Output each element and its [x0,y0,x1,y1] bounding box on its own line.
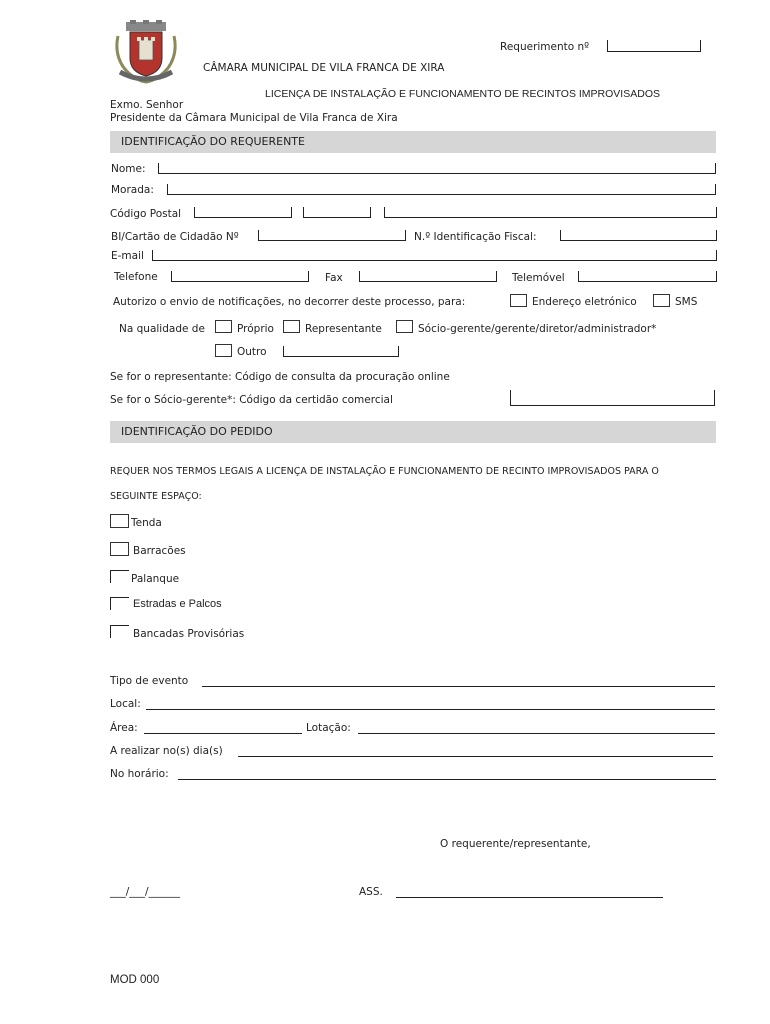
schedule-field[interactable] [178,779,716,780]
option-palanque-label: Palanque [131,573,180,585]
capacity-own-label: Próprio [237,323,274,335]
postal-code-field-1[interactable] [194,207,292,218]
capacity-representative-checkbox[interactable] [283,320,300,333]
option-bancadas-checkbox[interactable] [110,625,129,638]
notify-sms-label: SMS [675,296,698,308]
capacity-other-label: Outro [237,346,267,358]
form-title: LICENÇA DE INSTALAÇÃO E FUNCIONAMENTO DE RECINTOS IMPROVISADOS [265,88,660,100]
event-type-field[interactable] [202,686,715,687]
email-field[interactable] [152,250,717,261]
notify-email-label: Endereço eletrónico [532,296,637,308]
option-palanque-checkbox[interactable] [110,570,129,583]
partner-code-field[interactable] [510,390,715,406]
email-label: E-mail [111,250,144,262]
mobile-label: Telemóvel [512,272,565,284]
request-statement-line-1: REQUER NOS TERMOS LEGAIS A LICENÇA DE INSTALAÇÃO E FUNCIONAMENTO DE RECINTO IMPROVISADOS PARA O [110,466,659,477]
name-field[interactable] [158,163,716,174]
signature-field[interactable] [396,897,663,898]
option-estradas-checkbox[interactable] [110,597,129,610]
section-request-header [110,421,716,443]
addressee-line-2: Presidente da Câmara Municipal de Vila Franca de Xira [110,112,398,124]
name-label: Nome: [111,163,146,175]
area-field[interactable] [144,733,302,734]
address-label: Morada: [111,184,154,196]
phone-field[interactable] [171,271,309,282]
nif-field[interactable] [560,230,717,241]
postal-locality-field[interactable] [384,207,717,218]
option-bancadas-label: Bancadas Provisórias [133,628,245,640]
option-barracoes-checkbox[interactable] [110,542,129,556]
representative-code-label: Se for o representante: Código de consulta da procuração online [110,371,450,383]
event-type-label: Tipo de evento [110,675,189,687]
days-field[interactable] [238,756,713,757]
fax-field[interactable] [359,271,497,282]
capacity-count-label: Lotação: [306,722,351,734]
capacity-partner-checkbox[interactable] [396,320,413,333]
notify-sms-checkbox[interactable] [653,294,670,307]
municipality-name: CÂMARA MUNICIPAL DE VILA FRANCA DE XIRA [203,62,445,74]
municipal-crest-logo [112,20,180,84]
option-tenda-checkbox[interactable] [110,514,129,528]
requirement-label: Requerimento nº [500,41,590,53]
applicant-signature-label: O requerente/representante, [440,838,591,850]
capacity-other-checkbox[interactable] [215,344,232,357]
option-estradas-label: Estradas e Palcos [133,598,222,610]
mobile-field[interactable] [578,271,717,282]
fax-label: Fax [325,272,343,284]
capacity-label: Na qualidade de [119,323,205,335]
notify-label: Autorizo o envio de notificações, no decorrer deste processo, para: [113,296,466,308]
area-label: Área: [110,722,138,734]
capacity-representative-label: Representante [305,323,382,335]
address-field[interactable] [167,184,716,195]
section-request-title: IDENTIFICAÇÃO DO PEDIDO [121,425,273,438]
postal-code-field-2[interactable] [303,207,371,218]
request-statement-line-2: SEGUINTE ESPAÇO: [110,491,202,502]
notify-email-checkbox[interactable] [510,294,527,307]
date-field[interactable]: ___/___/______ [110,886,181,898]
postal-code-label: Código Postal [110,208,182,220]
days-label: A realizar no(s) dia(s) [110,745,223,757]
nif-label: N.º Identificação Fiscal: [414,231,537,243]
id-card-field[interactable] [258,230,406,241]
section-applicant-title: IDENTIFICAÇÃO DO REQUERENTE [121,135,305,148]
id-card-label: BI/Cartão de Cidadão Nº [111,231,239,243]
phone-label: Telefone [114,271,158,283]
capacity-own-checkbox[interactable] [215,320,232,333]
partner-code-label: Se for o Sócio-gerente*: Código da certidão comercial [110,394,393,406]
capacity-count-field[interactable] [358,733,715,734]
option-tenda-label: Tenda [131,517,162,529]
location-label: Local: [110,698,141,710]
location-field[interactable] [146,709,715,710]
signature-label: ASS. [359,886,383,898]
addressee-line-1: Exmo. Senhor [110,99,184,111]
form-code: MOD 000 [110,974,160,986]
capacity-partner-label: Sócio-gerente/gerente/diretor/administrador* [418,323,657,335]
schedule-label: No horário: [110,768,169,780]
capacity-other-field[interactable] [283,346,399,357]
requirement-number-field[interactable] [607,40,701,52]
section-applicant-header [110,131,716,153]
option-barracoes-label: Barracões [133,545,186,557]
